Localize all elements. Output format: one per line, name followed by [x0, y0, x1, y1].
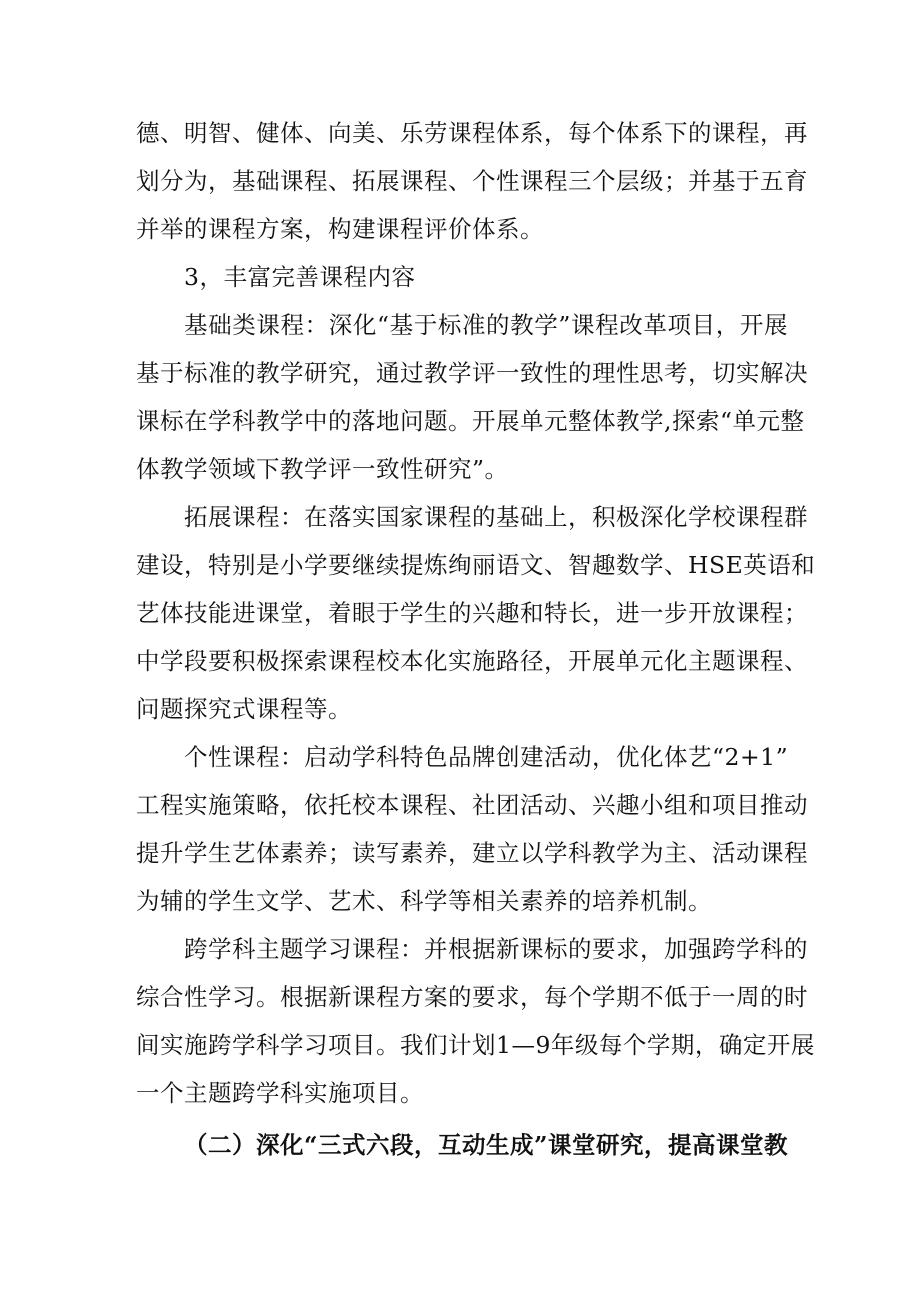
paragraph-line: 综合性学习。根据新课程方案的要求，每个学期不低于一周的时	[136, 983, 808, 1011]
section-heading: （二）深化“三式六段，互动生成”课堂研究，提高课堂教	[184, 1131, 789, 1159]
paragraph-line: 工程实施策略，依托校本课程、社团活动、兴趣小组和项目推动	[136, 791, 808, 819]
paragraph-line: 跨学科主题学习课程：并根据新课标的要求，加强跨学科的	[184, 935, 808, 963]
paragraph-line: 划分为，基础课程、拓展课程、个性课程三个层级；并基于五育	[136, 167, 808, 195]
paragraph-line: 体教学领域下教学评一致性研究”。	[136, 455, 509, 483]
paragraph-line: 基础类课程：深化“基于标准的教学”课程改革项目，开展	[184, 311, 788, 339]
paragraph-line: 为辅的学生文学、艺术、科学等相关素养的培养机制。	[136, 887, 712, 915]
paragraph-line: 建设，特别是小学要继续提炼绚丽语文、智趣数学、HSE英语和	[136, 551, 816, 579]
paragraph-line: 个性课程：启动学科特色品牌创建活动，优化体艺“2+1”	[184, 743, 789, 771]
paragraph-line: 课标在学科教学中的落地问题。开展单元整体教学,探索“单元整	[136, 407, 805, 435]
paragraph-line: 艺体技能进课堂，着眼于学生的兴趣和特长，进一步开放课程；	[136, 599, 808, 627]
paragraph-line: 德、明智、健体、向美、乐劳课程体系，每个体系下的课程，再	[136, 119, 808, 147]
paragraph-line: 基于标准的教学研究，通过教学评一致性的理性思考，切实解决	[136, 359, 808, 387]
section-heading: 3，丰富完善课程内容	[184, 263, 416, 291]
paragraph-line: 间实施跨学科学习项目。我们计划1—9年级每个学期，确定开展	[136, 1031, 815, 1059]
paragraph-line: 问题探究式课程等。	[136, 695, 352, 723]
paragraph-line: 中学段要积极探索课程校本化实施路径，开展单元化主题课程、	[136, 647, 808, 675]
paragraph-line: 提升学生艺体素养；读写素养，建立以学科教学为主、活动课程	[136, 839, 808, 867]
paragraph-line: 拓展课程：在落实国家课程的基础上，积极深化学校课程群	[184, 503, 808, 531]
paragraph-line: 并举的课程方案，构建课程评价体系。	[136, 215, 544, 243]
paragraph-line: 一个主题跨学科实施项目。	[136, 1079, 424, 1107]
